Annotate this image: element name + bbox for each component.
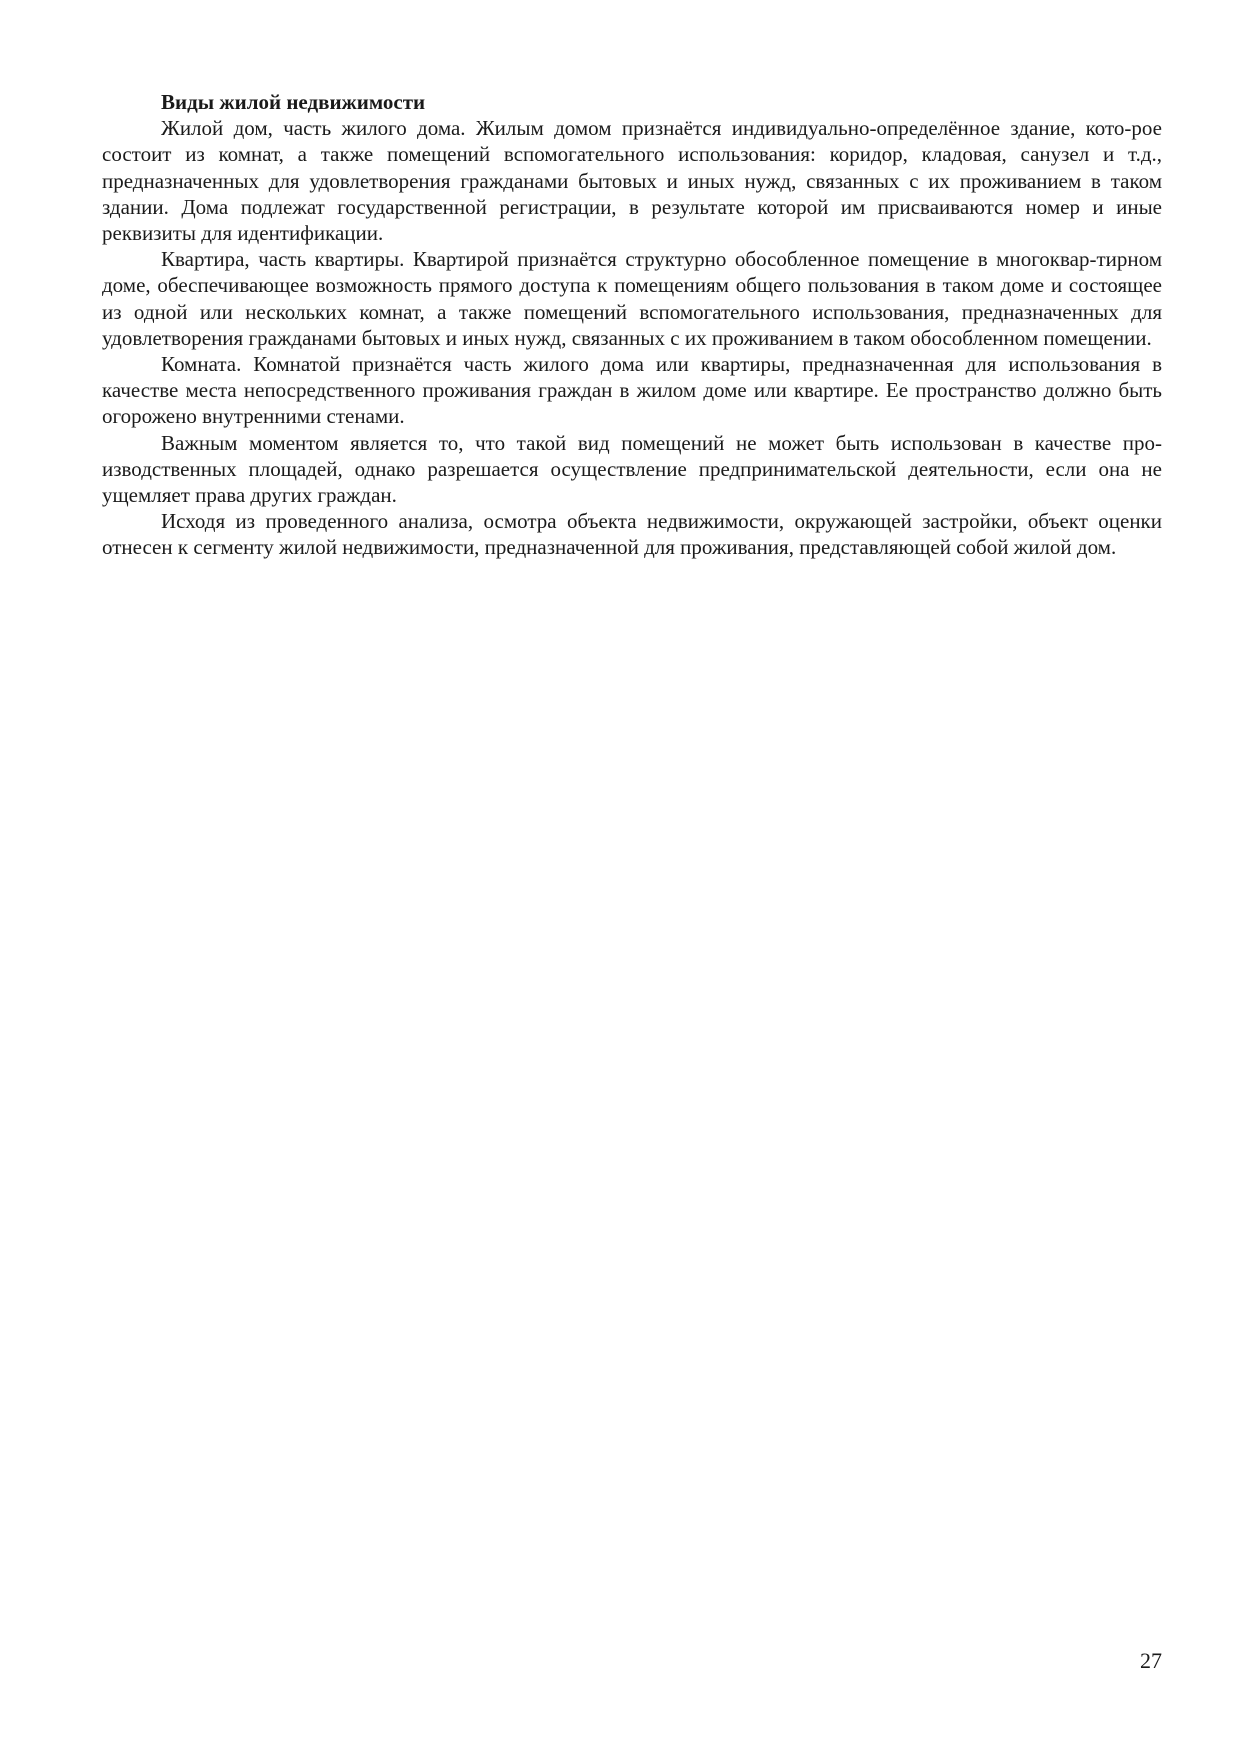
page-number: 27 <box>1140 1648 1162 1673</box>
paragraph-apartment: Квартира, часть квартиры. Квартирой признаётся структурно обособленное помещение в многоквар-тирном доме, обеспечивающее возможность прямого доступа к помещениям общего пользования в таком доме и состоящее из одной или нескольких комнат, а также помещений вспомогательного использования, предназначенных для удовлетворения гражданами бытовых и иных нужд, связанных с их проживанием в таком обособленном помещении. <box>102 247 1162 350</box>
paragraph-residential-house: Жилой дом, часть жилого дома. Жилым домом признаётся индивидуально-определённое здание, кото-рое состоит из комнат, а также помещений вспомогательного использования: коридор, кладовая, санузел и т.д., предназначенных для удовлетворения гражданами бытовых и иных нужд, связанных с их проживанием в таком здании. Дома подлежат государственной регистрации, в результате которой им присваиваются номер и иные реквизиты для идентификации. <box>102 116 1162 246</box>
paragraph-conclusion: Исходя из проведенного анализа, осмотра объекта недвижимости, окружающей застройки, объект оценки отнесен к сегменту жилой недвижимости, предназначенной для проживания, представляющей собой жилой дом. <box>102 509 1162 560</box>
document-body <box>102 89 1162 561</box>
paragraph-usage-note: Важным моментом является то, что такой вид помещений не может быть использован в качестве про-изводственных площадей, однако разрешается осуществление предпринимательской деятельности, если она не ущемляет права других граждан. <box>102 430 1162 508</box>
section-heading: Виды жилой недвижимости <box>161 90 426 114</box>
paragraph-room: Комната. Комнатой признаётся часть жилого дома или квартиры, предназначенная для использования в качестве места непосредственного проживания граждан в жилом доме или квартире. Ее пространство должно быть огорожено внутренними стенами. <box>102 352 1162 429</box>
